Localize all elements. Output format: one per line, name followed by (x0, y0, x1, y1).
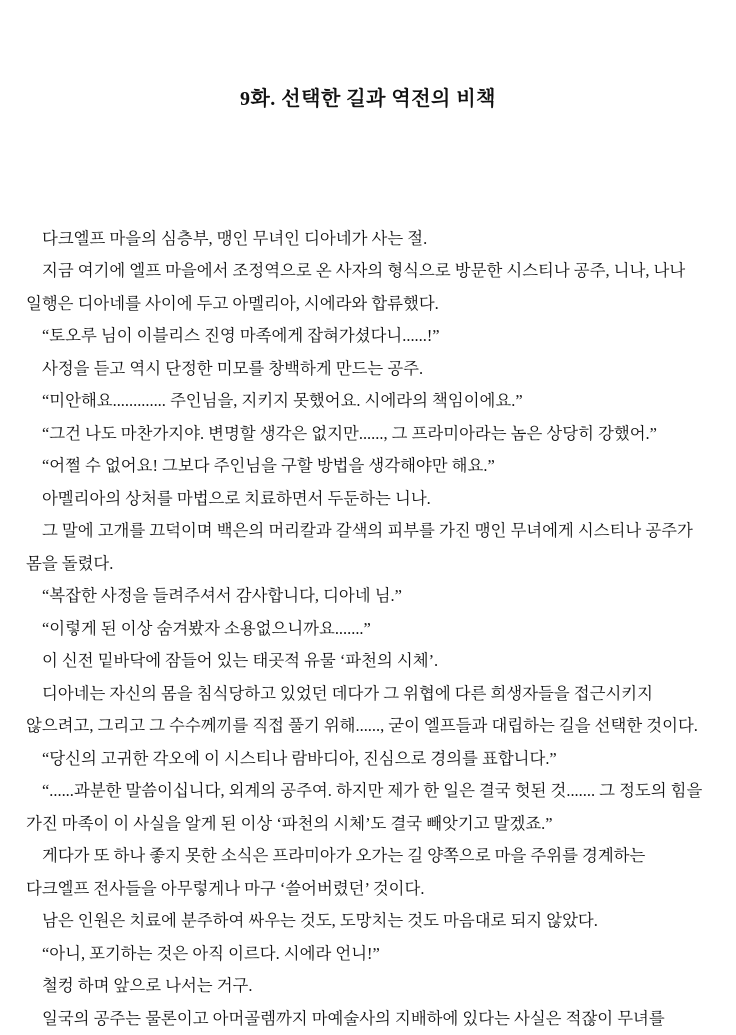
paragraph: “이렇게 된 이상 숨겨봤자 소용없으니까요.......” (42, 618, 371, 638)
paragraph: 철컹 하며 앞으로 나서는 거구. (42, 976, 253, 996)
paragraph: 그 말에 고개를 끄덕이며 백은의 머리칼과 갈색의 피부를 가진 맹인 무녀에게 시스티나 공주가 몸을 돌렸다. (26, 521, 693, 573)
paragraph: “토오루 님이 이블리스 진영 마족에게 잡혀가셨다니......!” (42, 326, 440, 346)
paragraph: 일국의 공주는 물론이고 아머골렘까지 마예술사의 지배하에 있다는 사실은 적잖이 무녀를 (42, 1008, 665, 1028)
paragraph: 이 신전 밑바닥에 잠들어 있는 태곳적 유물 ‘파천의 시체’. (42, 651, 439, 671)
paragraph: 남은 인원은 치료에 분주하여 싸우는 것도, 도망치는 것도 마음대로 되지 않았다. (42, 911, 598, 931)
page-title: 9화. 선택한 길과 역전의 비책 (239, 88, 497, 110)
paragraph: “......과분한 말씀이십니다, 외계의 공주여. 하지만 제가 한 일은 결국 헛된 것....... 그 정도의 힘을 가진 마족이 이 사실을 알게 된 이상 ‘파천의 시체’도 결국 빼앗기고 말겠죠.” (26, 781, 703, 833)
paragraph: 사정을 듣고 역시 단정한 미모를 창백하게 만드는 공주. (42, 358, 424, 378)
paragraph: “그건 나도 마찬가지야. 변명할 생각은 없지만......, 그 프라미아라는 놈은 상당히 강했어.” (42, 423, 657, 443)
body-text (26, 223, 710, 1035)
paragraph: 아멜리아의 상처를 마법으로 치료하면서 두둔하는 니나. (42, 488, 431, 508)
paragraph: “어쩔 수 없어요! 그보다 주인님을 구할 방법을 생각해야만 해요.” (42, 456, 495, 476)
paragraph: 디아네는 자신의 몸을 침식당하고 있었던 데다가 그 위협에 다른 희생자들을 접근시키지 않으려고, 그리고 그 수수께끼를 직접 풀기 위해......, 굳이 엘프들과 대립하는 길을 선택한 것이다. (26, 683, 698, 736)
paragraph: “미안해요............. 주인님을, 지키지 못했어요. 시에라의 책임이에요.” (42, 391, 523, 411)
paragraph: “복잡한 사정을 들려주셔서 감사합니다, 디아네 님.” (42, 586, 402, 606)
paragraph: 지금 여기에 엘프 마을에서 조정역으로 온 사자의 형식으로 방문한 시스티나 공주, 니나, 나나 일행은 디아네를 사이에 두고 아멜리아, 시에라와 합류했다. (26, 261, 686, 313)
paragraph: “아니, 포기하는 것은 아직 이르다. 시에라 언니!” (42, 943, 380, 963)
paragraph: “당신의 고귀한 각오에 이 시스티나 람바디아, 진심으로 경의를 표합니다.” (42, 748, 557, 768)
paragraph: 다크엘프 마을의 심층부, 맹인 무녀인 디아네가 사는 절. (42, 229, 428, 248)
paragraph: 게다가 또 하나 좋지 못한 소식은 프라미아가 오가는 길 양쪽으로 마을 주위를 경계하는 다크엘프 전사들을 아무렇게나 마구 ‘쓸어버렸던’ 것이다. (26, 846, 646, 898)
